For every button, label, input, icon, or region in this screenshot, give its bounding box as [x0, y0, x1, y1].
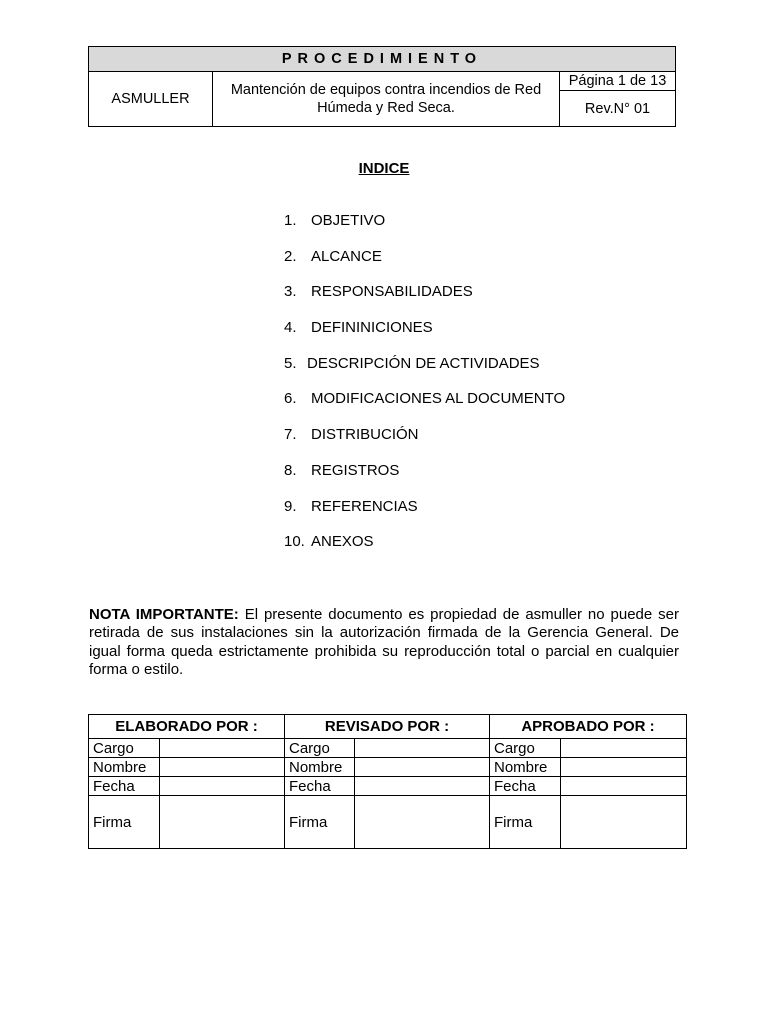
cargo-label: Cargo: [490, 739, 561, 758]
cargo-field[interactable]: [355, 739, 490, 758]
index-item: 9. REFERENCIAS: [284, 497, 418, 515]
index-item: 7. DISTRIBUCIÓN: [284, 426, 419, 444]
firma-field[interactable]: [561, 796, 687, 849]
nombre-field[interactable]: [561, 758, 687, 777]
firma-field[interactable]: [160, 796, 285, 849]
document-title: Mantención de equipos contra incendios de Red Húmeda y Red Seca.: [213, 72, 560, 127]
note-label: NOTA IMPORTANTE:: [89, 606, 239, 623]
cargo-field[interactable]: [160, 739, 285, 758]
fecha-field[interactable]: [160, 777, 285, 796]
fecha-field[interactable]: [355, 777, 490, 796]
firma-label: Firma: [490, 796, 561, 849]
revision-number: Rev.N° 01: [559, 91, 675, 127]
document-header: [88, 46, 676, 127]
firma-label: Firma: [285, 796, 355, 849]
index-item: 4. DEFININICIONES: [284, 319, 433, 337]
nombre-label: Nombre: [89, 758, 160, 777]
fecha-label: Fecha: [285, 777, 355, 796]
index-item: 10. ANEXOS: [284, 533, 374, 551]
elaborated-by-header: ELABORADO POR :: [89, 715, 285, 739]
index-item: 3. RESPONSABILIDADES: [284, 283, 473, 301]
approved-by-header: APROBADO POR :: [490, 715, 687, 739]
index-item: 5. DESCRIPCIÓN DE ACTIVIDADES: [284, 354, 540, 372]
reviewed-by-header: REVISADO POR :: [285, 715, 490, 739]
nombre-field[interactable]: [160, 758, 285, 777]
table-row: [89, 777, 687, 796]
page-number: Página 1 de 13: [559, 72, 675, 91]
table-row: [89, 796, 687, 849]
index-item: 8. REGISTROS: [284, 461, 400, 479]
table-row: [89, 758, 687, 777]
firma-label: Firma: [89, 796, 160, 849]
important-note: [89, 606, 679, 679]
fecha-label: Fecha: [89, 777, 160, 796]
index-title: INDICE: [358, 160, 410, 177]
cargo-field[interactable]: [561, 739, 687, 758]
fecha-label: Fecha: [490, 777, 561, 796]
nombre-label: Nombre: [285, 758, 355, 777]
index-list: [284, 212, 565, 569]
index-item: 2. ALCANCE: [284, 247, 382, 265]
cargo-label: Cargo: [285, 739, 355, 758]
approval-table: [88, 714, 687, 849]
index-item: 1. OBJETIVO: [284, 212, 386, 229]
note-text: El presente documento es propiedad de asmuller no puede ser retirada de sus instalaciones sin la autorización firmada de la Gerencia General. De igual forma queda estrictamente prohibida su reproducción total o parcial en cualquier forma o estilo.: [89, 606, 679, 678]
table-row: [89, 739, 687, 758]
fecha-field[interactable]: [561, 777, 687, 796]
company-name: ASMULLER: [89, 72, 213, 127]
cargo-label: Cargo: [89, 739, 160, 758]
firma-field[interactable]: [355, 796, 490, 849]
procedure-label: PROCEDIMIENTO: [89, 47, 676, 72]
nombre-label: Nombre: [490, 758, 561, 777]
nombre-field[interactable]: [355, 758, 490, 777]
index-item: 6. MODIFICACIONES AL DOCUMENTO: [284, 390, 566, 408]
